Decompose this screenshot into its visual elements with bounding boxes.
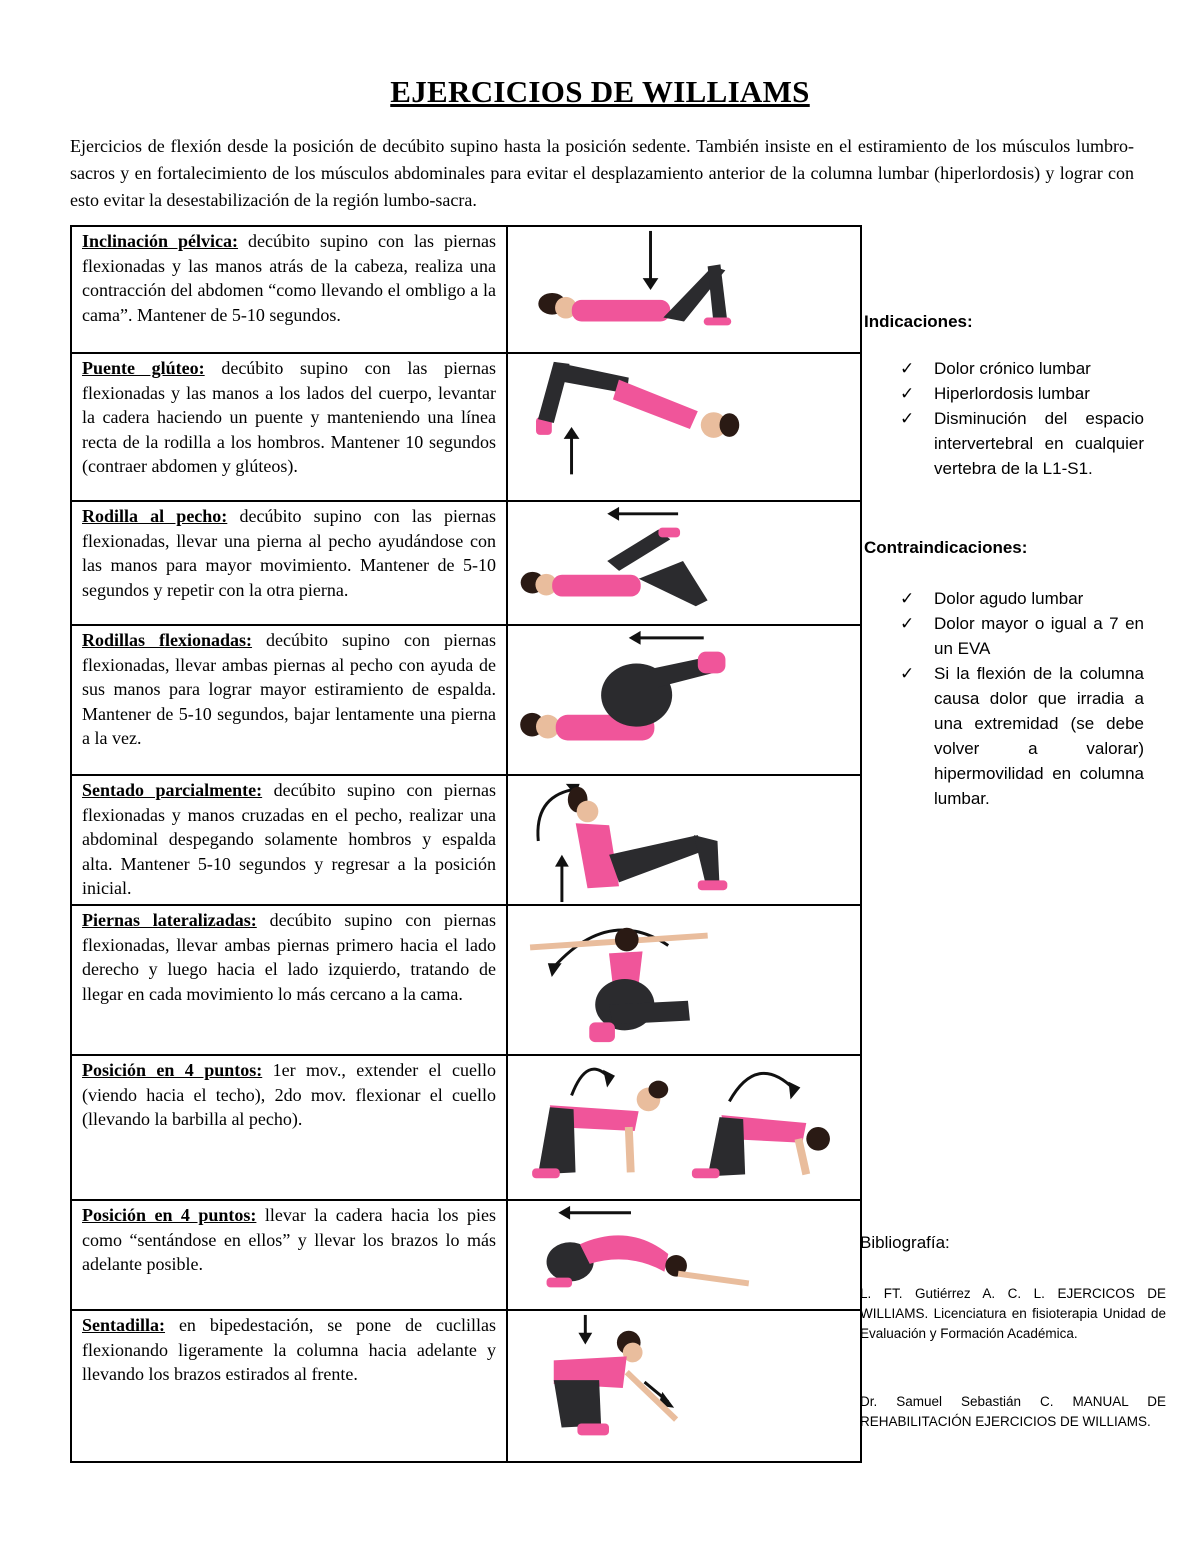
exercise-name: Sentado parcialmente: bbox=[82, 780, 263, 800]
exercise-text: llevar la cadera hacia los pies como “sentándose en ellos” y llevar los brazos lo más adelante posible. bbox=[82, 1205, 496, 1274]
knee-to-chest-figure bbox=[508, 502, 860, 624]
squat-figure bbox=[508, 1311, 860, 1461]
child-pose-figure bbox=[508, 1201, 860, 1309]
exercise-illustration bbox=[507, 226, 861, 353]
table-row bbox=[71, 1055, 861, 1200]
list-item-text: Dolor crónico lumbar bbox=[934, 359, 1091, 378]
exercise-text: 1er mov., extender el cuello (viendo hacia el techo), 2do mov. flexionar el cuello (llevando la barbilla al pecho). bbox=[82, 1060, 496, 1129]
exercise-text: decúbito supino con piernas flexionadas, llevar ambas piernas primero hacia el lado derecho y luego hacia el lado izquierdo, tratando de llegar en cada movimiento lo más cercano a la cama. bbox=[82, 910, 496, 1004]
exercise-description bbox=[71, 353, 507, 501]
exercise-name: Sentadilla: bbox=[82, 1315, 166, 1335]
glute-bridge-figure bbox=[508, 354, 860, 500]
check-icon: ✓ bbox=[900, 664, 915, 683]
list-item-text: Disminución del espacio intervertebral en cualquier vertebra de la L1-S1. bbox=[934, 409, 1144, 478]
exercise-text: decúbito supino con piernas flexionadas y manos cruzadas en el pecho, realizar una abdominal despegando solamente hombros y espalda alta. Mantener 5-10 segundos y regresar a la posición inicial. bbox=[82, 780, 496, 898]
lateralized-legs-figure bbox=[508, 906, 860, 1054]
exercise-description bbox=[71, 1310, 507, 1462]
exercise-text: decúbito supino con las piernas flexionadas, llevar una pierna al pecho ayudándose con las manos para mayor movimiento. Mantener de 5-10 segundos y repetir con la otra pierna. bbox=[82, 506, 496, 600]
contraindications-section bbox=[864, 538, 1144, 811]
list-item-text: Dolor agudo lumbar bbox=[934, 589, 1084, 608]
table-row bbox=[71, 905, 861, 1055]
four-point-neck-figure bbox=[508, 1056, 860, 1199]
table-row bbox=[71, 1310, 861, 1462]
exercise-illustration bbox=[507, 625, 861, 775]
exercise-illustration bbox=[507, 353, 861, 501]
list-item-text: Si la flexión de la columna causa dolor que irradia a una extremidad (se debe volver a valorar) hipermovilidad en columna lumbar. bbox=[934, 664, 1144, 808]
exercise-illustration bbox=[507, 775, 861, 905]
check-icon: ✓ bbox=[900, 589, 915, 608]
exercise-description bbox=[71, 625, 507, 775]
list-item-text: Hiperlordosis lumbar bbox=[934, 384, 1090, 403]
check-icon: ✓ bbox=[900, 614, 915, 633]
bibliography-heading: Bibliografía: bbox=[860, 1233, 950, 1252]
check-icon: ✓ bbox=[900, 409, 915, 428]
exercise-description bbox=[71, 775, 507, 905]
list-item bbox=[864, 381, 1144, 406]
list-item bbox=[864, 586, 1144, 611]
pelvic-tilt-figure bbox=[508, 227, 860, 352]
table-row bbox=[71, 226, 861, 353]
page-title: EJERCICIOS DE WILLIAMS bbox=[390, 74, 810, 109]
exercise-name: Piernas lateralizadas: bbox=[82, 910, 257, 930]
bibliography-ref: Dr. Samuel Sebastián C. MANUAL DE REHABILITACIÓN EJERCICIOS DE WILLIAMS. bbox=[860, 1394, 1166, 1429]
table-row bbox=[71, 1200, 861, 1310]
table-row bbox=[71, 353, 861, 501]
check-icon: ✓ bbox=[900, 384, 915, 403]
exercise-description bbox=[71, 226, 507, 353]
indications-heading: Indicaciones: bbox=[864, 312, 973, 331]
indications-list bbox=[864, 356, 1144, 481]
exercise-description bbox=[71, 905, 507, 1055]
exercise-illustration bbox=[507, 1055, 861, 1200]
exercise-description bbox=[71, 1055, 507, 1200]
list-item-text: Dolor mayor o igual a 7 en un EVA bbox=[934, 614, 1144, 658]
exercise-illustration bbox=[507, 905, 861, 1055]
partial-sit-up-figure bbox=[508, 776, 860, 904]
exercise-name: Posición en 4 puntos: bbox=[82, 1205, 257, 1225]
exercise-text: decúbito supino con las piernas flexionadas y las manos a los lados del cuerpo, levantar la cadera haciendo un puente y manteniendo una línea recta de la rodilla a los hombros. Mantener 10 segundos (contraer abdomen y glúteos). bbox=[82, 358, 496, 476]
list-item bbox=[864, 356, 1144, 381]
exercise-name: Inclinación pélvica: bbox=[82, 231, 239, 251]
list-item bbox=[864, 406, 1144, 481]
table-row bbox=[71, 625, 861, 775]
exercise-illustration bbox=[507, 501, 861, 625]
table-row bbox=[71, 775, 861, 905]
contraindications-list bbox=[864, 586, 1144, 811]
list-item bbox=[864, 611, 1144, 661]
exercise-text: en bipedestación, se pone de cuclillas flexionando ligeramente la columna hacia adelante y llevando los brazos estirados al frente. bbox=[82, 1315, 496, 1384]
exercise-description bbox=[71, 501, 507, 625]
exercise-text: decúbito supino con piernas flexionadas, llevar ambas piernas al pecho con ayuda de sus manos para lograr mayor estiramiento de espalda. Mantener de 5-10 segundos, bajar lentamente una pierna a la vez. bbox=[82, 630, 496, 748]
indications-section bbox=[864, 312, 1144, 481]
check-icon: ✓ bbox=[900, 359, 915, 378]
exercise-name: Puente glúteo: bbox=[82, 358, 205, 378]
exercise-name: Rodillas flexionadas: bbox=[82, 630, 253, 650]
knees-flexed-figure bbox=[508, 626, 860, 774]
exercise-name: Rodilla al pecho: bbox=[82, 506, 228, 526]
list-item bbox=[864, 661, 1144, 811]
exercise-text: decúbito supino con las piernas flexionadas y las manos atrás de la cabeza, realiza una contracción del abdomen “como llevando el ombligo a la cama”. Mantener de 5-10 segundos. bbox=[82, 231, 496, 325]
intro-paragraph: Ejercicios de flexión desde la posición de decúbito supino hasta la posición sedente. También insiste en el estiramiento de los músculos lumbro-sacros y en fortalecimiento de los músculos abdominales para evitar el desplazamiento anterior de la columna lumbar (hiperlordosis) y lograr con esto evitar la desestabilización de la región lumbo-sacra. bbox=[70, 136, 1134, 210]
exercise-table bbox=[70, 225, 862, 1463]
exercise-illustration bbox=[507, 1310, 861, 1462]
bibliography-ref: L. FT. Gutiérrez A. C. L. EJERCICOS DE WILLIAMS. Licenciatura en fisioterapia Unidad de Evaluación y Formación Académica. bbox=[860, 1286, 1166, 1341]
contraindications-heading: Contraindicaciones: bbox=[864, 538, 1028, 557]
table-row bbox=[71, 501, 861, 625]
exercise-name: Posición en 4 puntos: bbox=[82, 1060, 263, 1080]
exercise-description bbox=[71, 1200, 507, 1310]
exercise-illustration bbox=[507, 1200, 861, 1310]
